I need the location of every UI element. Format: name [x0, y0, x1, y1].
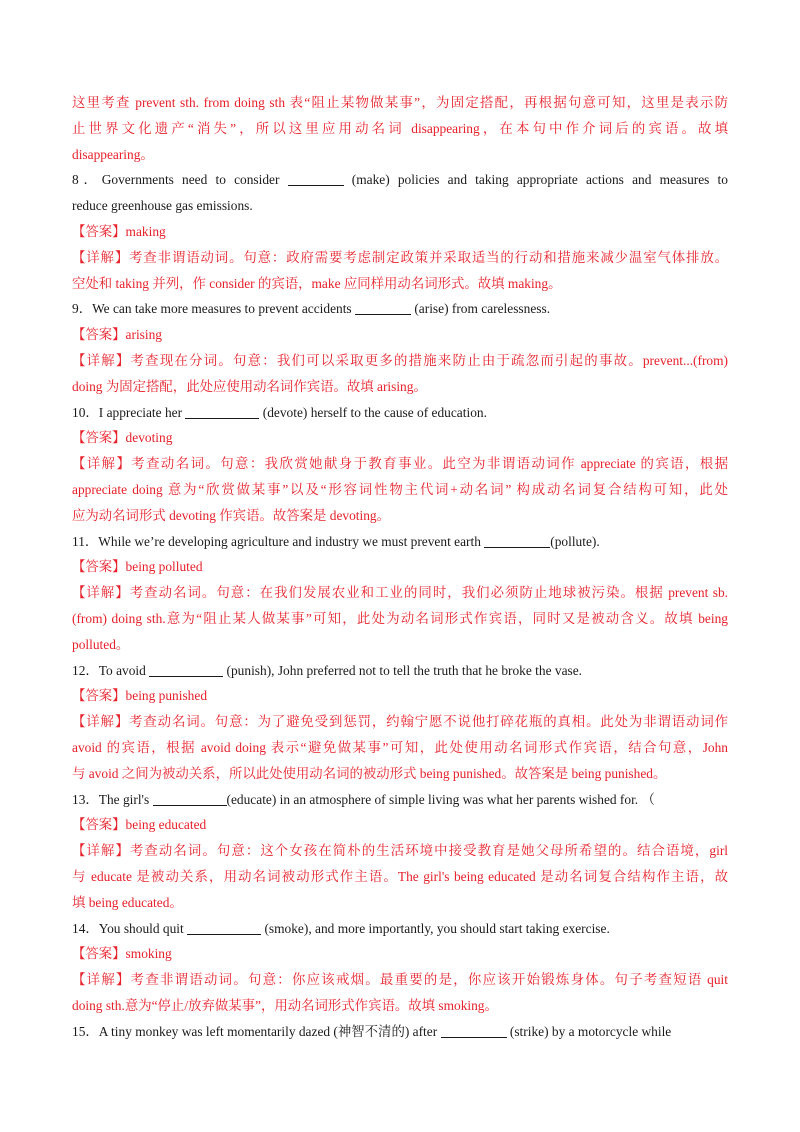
explanation-line: doing 为固定搭配，此处应使用动名词作宾语。故填 arising。: [72, 378, 427, 394]
question-item-8: [72, 167, 728, 296]
explanation-line: 与 educate 是被动关系，用动名词被动形式作主语。The girl's being educated 是动名词复合结构作主语，故: [72, 868, 728, 884]
answer-blank: [441, 1023, 507, 1038]
question-text: 11．While we’re developing agriculture and industry we must prevent earth (pollute).: [72, 533, 600, 549]
question-text: reduce greenhouse gas emissions.: [72, 198, 253, 214]
explanation-line: 【详解】考查动名词。句意：在我们发展农业和工业的同时，我们必须防止地球被污染。根据 prevent sb.: [72, 585, 728, 601]
question-item-15: [72, 1019, 728, 1045]
explanation-line: 这里考查 prevent sth. from doing sth 表“阻止某物做某事”，为固定搭配，再根据句意可知，这里是表示防: [72, 95, 728, 110]
answer-blank: [288, 171, 344, 186]
explanation-line: polluted。: [72, 636, 130, 652]
explanation-line: 【详解】考查现在分词。句意：我们可以采取更多的措施来防止由于疏忽而引起的事故。prevent...(from): [72, 352, 728, 368]
question-text: 13．The girl's (educate) in an atmosphere of simple living was what her parents wished for. （: [72, 791, 655, 807]
question-text: 9．We can take more measures to prevent accidents (arise) from carelessness.: [72, 301, 551, 317]
answer-sheet: [72, 90, 728, 1044]
question-text: 12．To avoid (punish), John preferred not to tell the truth that he broke the vase.: [72, 662, 583, 678]
answer-line: 【答案】being polluted: [72, 559, 203, 575]
question-item-12: [72, 658, 728, 787]
question-text: 10．I appreciate her (devote) herself to the cause of education.: [72, 404, 487, 420]
explanation-line: 与 avoid 之间为被动关系，所以此处使用动名词的被动形式 being punished。故答案是 being punished。: [72, 765, 667, 781]
answer-blank: [153, 791, 227, 806]
explanation-line: doing sth.意为“停止/放弃做某事”，用动名词形式作宾语。故填 smoking。: [72, 997, 498, 1013]
explanation-line: (from) doing sth.意为“阻止某人做某事”可知，此处为动名词形式作宾语，同时又是被动含义。故填 being: [72, 610, 728, 626]
explanation-line: 【详解】考查非谓语动词。句意：政府需要考虑制定政策并采取适当的行动和措施来减少温室气体排放。: [72, 249, 728, 265]
explanation-line: 填 being educated。: [72, 894, 183, 910]
explanation-line: 【详解】考查动名词。句意：这个女孩在简朴的生活环境中接受教育是她父母所希望的。结合语境，girl: [72, 843, 728, 859]
explanation-line: 止世界文化遗产“消失”，所以这里应用动名词 disappearing，在本句中作介词后的宾语。故填: [72, 120, 728, 136]
explanation-line: appreciate doing 意为“欣赏做某事”以及“形容词性物主代词+动名词” 构成动名词复合结构可知，此处: [72, 481, 728, 497]
answer-line: 【答案】smoking: [72, 946, 172, 962]
answer-line: 【答案】making: [72, 223, 166, 239]
explanation-continuation: [72, 90, 728, 167]
explanation-line: disappearing。: [72, 146, 154, 162]
explanation-line: 应为动名词形式 devoting 作宾语。故答案是 devoting。: [72, 507, 391, 523]
question-item-9: [72, 296, 728, 399]
answer-blank: [187, 920, 261, 935]
question-item-10: [72, 400, 728, 529]
question-text: 15．A tiny monkey was left momentarily dazed (神智不清的) after (strike) by a motorcycle while: [72, 1023, 672, 1039]
explanation-line: 空处和 taking 并列，作 consider 的宾语，make 应同样用动名词形式。故填 making。: [72, 275, 562, 291]
explanation-line: 【详解】考查非谓语动词。句意：你应该戒烟。最重要的是，你应该开始锻炼身体。句子考查短语 quit: [72, 972, 728, 988]
answer-blank: [355, 300, 411, 315]
question-text: 14．You should quit (smoke), and more importantly, you should start taking exercise.: [72, 920, 610, 936]
answer-line: 【答案】being educated: [72, 817, 207, 833]
answer-blank: [185, 404, 259, 419]
answer-blank: [149, 662, 223, 677]
question-item-14: [72, 916, 728, 1019]
question-text: 8．Governments need to consider (make) policies and taking appropriate actions and measures to: [72, 172, 728, 188]
explanation-line: 【详解】考查动名词。句意：我欣赏她献身于教育事业。此空为非谓语动词作 appreciate 的宾语，根据: [72, 456, 728, 472]
question-item-13: [72, 787, 728, 916]
answer-blank: [484, 533, 550, 548]
answer-line: 【答案】arising: [72, 327, 163, 343]
answer-line: 【答案】being punished: [72, 688, 208, 704]
question-item-11: [72, 529, 728, 658]
explanation-line: avoid 的宾语，根据 avoid doing 表示“避免做某事”可知，此处使用动名词形式作宾语，结合句意，John: [72, 739, 728, 755]
answer-line: 【答案】devoting: [72, 430, 173, 446]
explanation-line: 【详解】考查动名词。句意：为了避免受到惩罚，约翰宁愿不说他打碎花瓶的真相。此处为非谓语动词作: [72, 714, 728, 730]
